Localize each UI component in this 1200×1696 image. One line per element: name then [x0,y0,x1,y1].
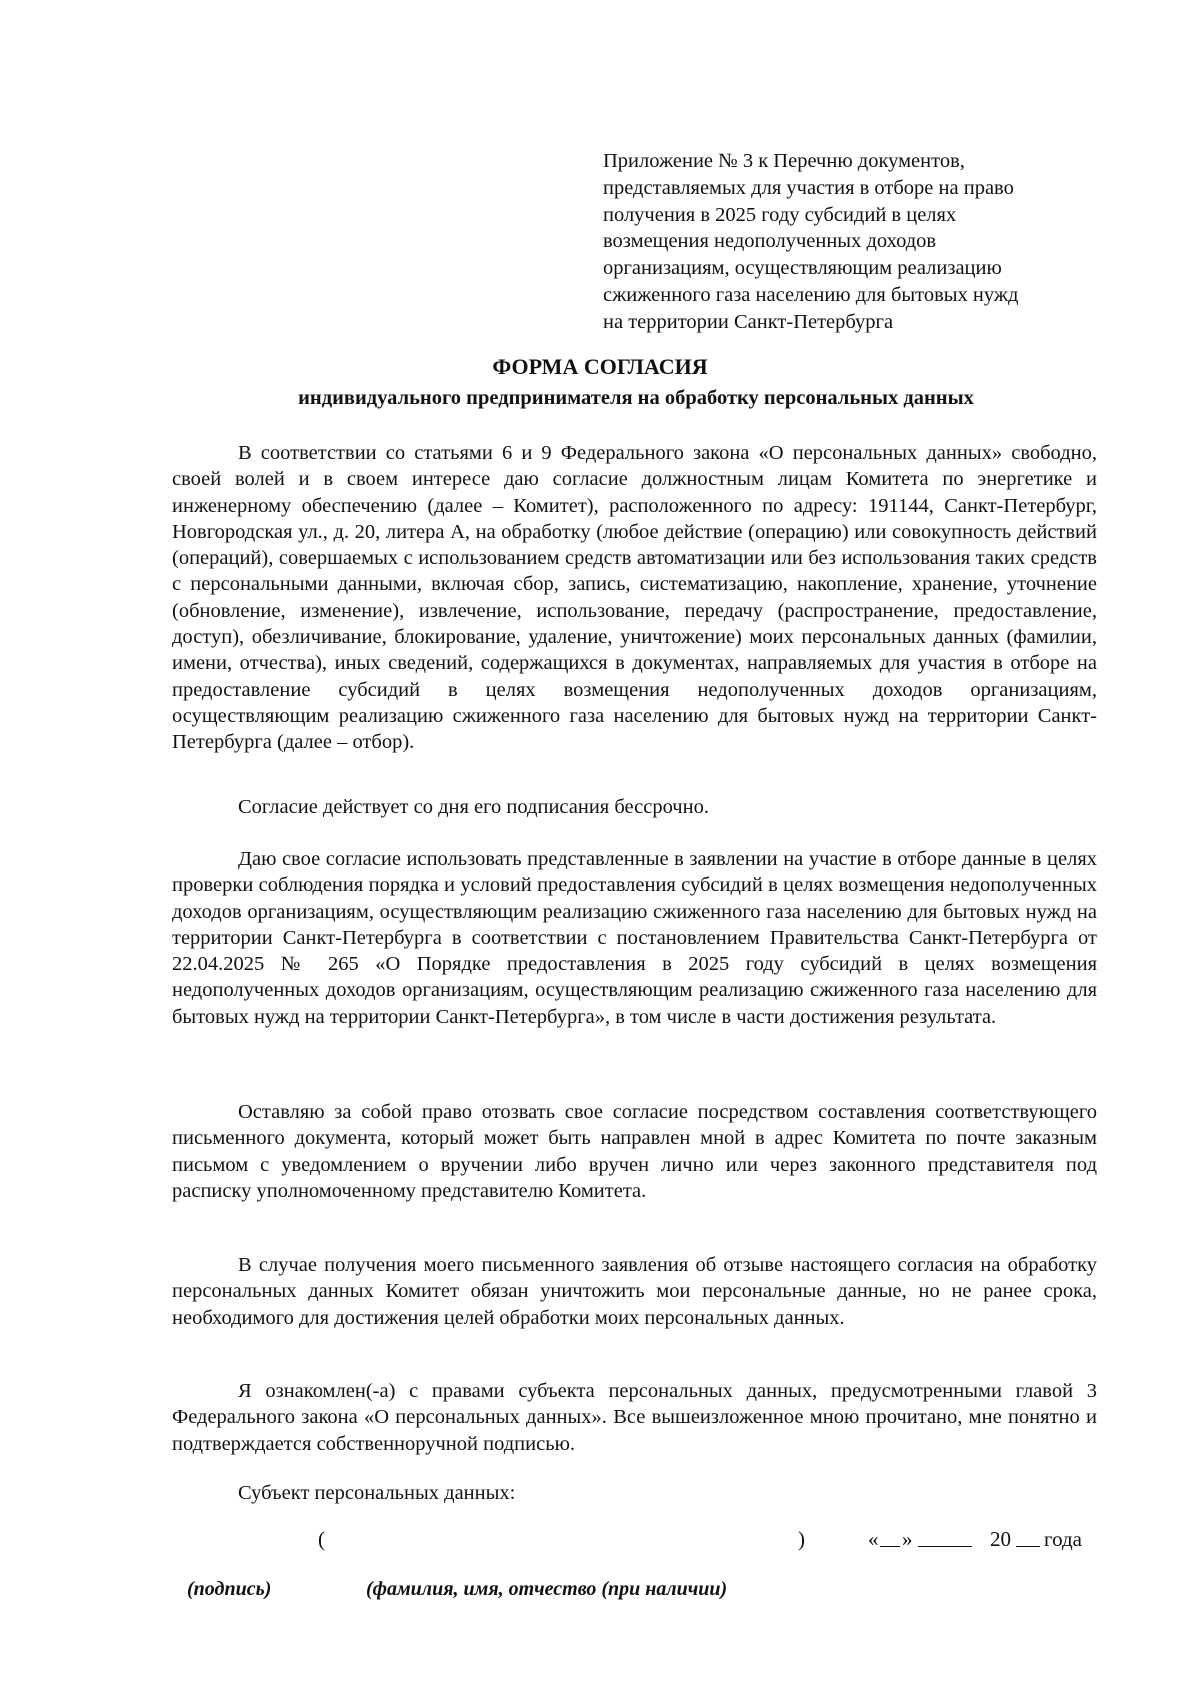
form-title: ФОРМА СОГЛАСИЯ [492,354,708,379]
consent-paragraph: В соответствии со статьями 6 и 9 Федерального закона «О персональных данных» свободно, своей волей и в своем интересе даю согласие должностным лицам Комитета по энергетике и инженерному обеспечению (далее – Комитет), расположенного по адресу: 191144, Санкт-Петербург, Новгородская ул., д. 20, литера А, на обработку (любое действие (операцию) или совокупность действий (операций), совершаемых с использованием средств автоматизации или без использования таких средств с персональными данными, включая сбор, запись, систематизацию, накопление, хранение, уточнение (обновление, изменение), извлечение, использование, передачу (распространение, предоставление, доступ), обезличивание, блокирование, удаление, уничтожение) моих персональных данных (фамилии, имени, отчества), иных сведений, содержащихся в документах, направляемых для участия в отборе на предоставление субсидий в целях возмещения недополученных доходов организациям, осуществляющим реализацию сжиженного газа населению для бытовых нужд на территории Санкт-Петербурга (далее – отбор). [172,442,1097,754]
appendix-line: организациям, осуществляющим реализацию [603,257,1002,280]
date-day-blank [880,1546,900,1547]
full-name-caption: (фамилия, имя, отчество (при наличии) [366,1578,728,1600]
validity-paragraph: Согласие действует со дня его подписания бессрочно. [238,796,709,818]
appendix-line: Приложение № 3 к Перечню документов, [603,150,965,172]
appendix-line: на территории Санкт-Петербурга [603,310,894,333]
usage-consent-paragraph: Даю свое согласие использовать представленные в заявлении на участие в отборе данные в целях проверки соблюдения порядка и условий предоставления субсидий в целях возмещения недополученных доходов организациям, осуществляющим реализацию сжиженного газа населению для бытовых нужд на территории Санкт-Петербурга в соответствии с постановлением Правительства Санкт-Петербурга от 22.04.2025 № 265 «О Порядке предоставления в 2025 году субсидий в целях возмещения недополученных доходов организациям, осуществляющим реализацию сжиженного газа населению для бытовых нужд на территории Санкт-Петербурга», в том числе в части достижения результата. [172,848,1097,1028]
destruction-paragraph: В случае получения моего письменного заявления об отзыве настоящего согласия на обработку персональных данных Комитет обязан уничтожить мои персональные данные, но не ранее срока, необходимого для достижения целей обработки моих персональных данных. [172,1254,1097,1329]
appendix-line: сжиженного газа населению для бытовых нужд [603,283,1019,306]
withdrawal-paragraph: Оставляю за собой право отозвать свое согласие посредством составления соответствующего письменного документа, который может быть направлен мной в адрес Комитета по почте заказным письмом с уведомлением о вручении либо вручен лично или через законного представителя под расписку уполномоченному представителю Комитета. [172,1101,1097,1202]
date-quote-close: » [902,1527,913,1551]
name-field-close-paren: ) [798,1527,805,1551]
date-century: 20 [990,1527,1011,1551]
signature-caption: (подпись) [187,1578,272,1600]
date-year-word: года [1044,1527,1082,1551]
appendix-reference [603,148,1073,336]
date-month-blank [918,1546,972,1547]
appendix-line: представляемых для участия в отборе на право [603,176,1014,199]
appendix-line: получения в 2025 году субсидий в целях [603,203,957,226]
date-quote-open: « [868,1527,879,1551]
appendix-line: возмещения недополученных доходов [603,230,937,253]
date-year-blank [1016,1546,1040,1547]
acknowledgement-paragraph: Я ознакомлен(-а) с правами субъекта персональных данных, предусмотренными главой 3 Федерального закона «О персональных данных». Все вышеизложенное мною прочитано, мне понятно и подтверждается собственноручной подписью. [172,1380,1097,1455]
form-subtitle: индивидуального предпринимателя на обработку персональных данных [298,387,974,409]
name-field-open-paren: ( [318,1527,325,1551]
subject-label: Субъект персональных данных: [238,1482,516,1504]
